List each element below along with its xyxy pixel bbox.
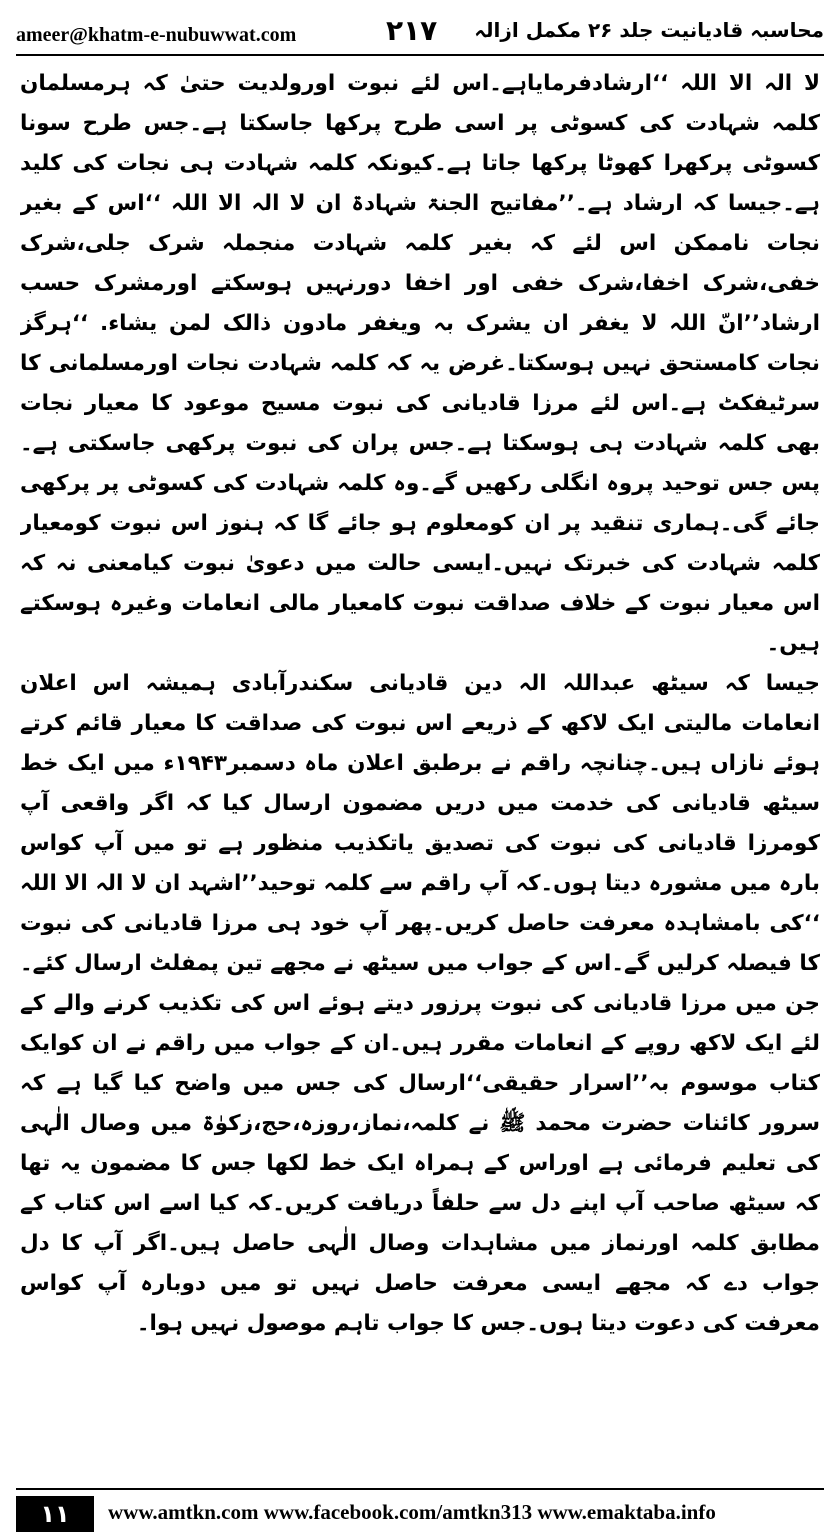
header-book-title: محاسبہ قادیانیت جلد ۲۶ مکمل ازالہ — [474, 18, 824, 42]
page-header — [16, 8, 824, 52]
page-body — [20, 64, 820, 1464]
header-email[interactable]: ameer@khatm-e-nubuwwat.com — [16, 24, 297, 46]
header-page-number: ۲۱۷ — [386, 14, 438, 47]
paragraph-2: جیسا کہ سیٹھ عبداللہ الہ دین قادیانی سکندرآبادی ہمیشہ اس اعلان انعامات مالیتی ایک لاکھ کے ذریعے اس نبوت کی صداقت کا معیار قائم کرتے ہوئے نازاں ہیں۔چنانچہ راقم نے برطبق اعلان ماہ دسمبر۱۹۴۳ء میں ایک خط سیٹھ قادیانی کی خدمت میں دریں مضمون ارسال کیا کہ اگر واقعی آپ کومرزا قادیانی کی نبوت کی تصدیق یاتکذیب منظور ہے تو میں آپ کواس بارہ میں مشورہ دیتا ہوں۔کہ آپ راقم سے کلمہ توحید’’اشہد ان لا الہ الا اللہ ‘‘کی بامشاہدہ معرفت حاصل کریں۔پھر آپ خود ہی مرزا قادیانی کی نبوت کا فیصلہ کرلیں گے۔اس کے جواب میں سیٹھ نے مجھے تین پمفلٹ ارسال کئے۔جن میں مرزا قادیانی کی نبوت پرزور دیتے ہوئے اس کی تکذیب کرنے والے کے لئے ایک لاکھ روپے کے انعامات مقرر ہیں۔ان کے جواب میں راقم نے ان کوایک کتاب موسوم بہ’’اسرار حقیقی‘‘ارسال کی جس میں واضح کیا گیا ہے کہ سرور کائنات حضرت محمد ﷺ نے کلمہ،نماز،روزہ،حج،زکوٰۃ میں وصال الٰہی کی تعلیم فرمائی ہے اوراس کے ہمراہ ایک خط لکھا جس کا مضمون یہ تھا کہ سیٹھ صاحب آپ اپنے دل سے حلفاً دریافت کریں۔کہ کیا اسے اس کتاب کے مطابق کلمہ اورنماز میں مشاہدات وصال الٰہی حاصل ہیں۔اگر آپ کا دل جواب دے کہ مجھے ایسی معرفت حاصل نہیں تو میں دوبارہ آپ کواس معرفت کی دعوت دیتا ہوں۔جس کا جواب تاہم موصول نہیں ہوا۔ — [20, 671, 820, 1336]
header-divider — [16, 54, 824, 56]
page-footer — [16, 1488, 824, 1532]
footer-links[interactable]: www.amtkn.com www.facebook.com/amtkn313 www.emaktaba.info — [108, 1500, 716, 1524]
footer-page-badge: ۱۱ — [16, 1496, 94, 1532]
paragraph-1: لا الہ الا اللہ ‘‘ارشادفرمایاہے۔اس لئے نبوت اورولدیت حتیٰ کہ ہرمسلمان کلمہ شہادت کی کسوٹی پر اسی طرح پرکھا جاسکتا ہے۔جس طرح سونا کسوٹی پرکھرا کھوٹا پرکھا جاتا ہے۔کیونکہ کلمہ شہادت ہی نجات کی کلید ہے۔جیسا کہ ارشاد ہے۔’’مفاتیح الجنۃ شہادۃ ان لا الہ الا اللہ ‘‘اس کے بغیر نجات ناممکن اس لئے کہ بغیر کلمہ شہادت منجملہ شرک جلی،شرک خفی،شرک اخفا،شرک خفی اور اخفا دورنہیں ہوسکتے اورمشرک حسب ارشاد’’انّ اللہ لا یغفر ان یشرک بہ ویغفر مادون ذالک لمن یشاء. ‘‘ہرگز نجات کامستحق نہیں ہوسکتا۔غرض یہ کہ کلمہ شہادت نجات اورمسلمانی کا سرٹیفکٹ ہے۔اس لئے مرزا قادیانی کی نبوت مسیح موعود کا معیار نجات بھی کلمہ شہادت ہی ہوسکتا ہے۔جس پران کی نبوت پرکھی جاسکتی ہے۔پس جس توحید پروہ انگلی رکھیں گے۔وہ کلمہ شہادت کی کسوٹی پر پرکھی جائے گی۔ہماری تنقید پر ان کومعلوم ہو جائے گا کہ ہنوز اس نبوت کومعیار کلمہ شہادت کی خبرتک نہیں۔ایسی حالت میں دعویٰ نبوت کیامعنی نہ کہ اس معیار نبوت کے خلاف صداقت نبوت کامعیار مالی انعامات وغیرہ ہوسکتے ہیں۔ — [20, 71, 820, 656]
footer-divider — [16, 1488, 824, 1490]
